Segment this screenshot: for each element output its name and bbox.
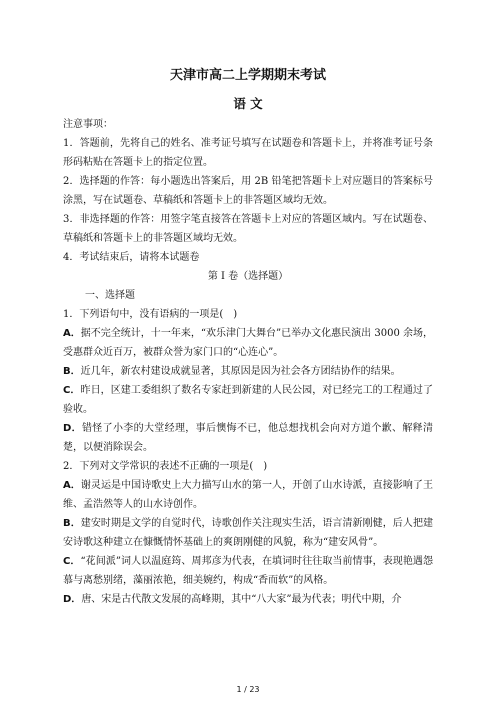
- volume-heading: 第 I 卷（选择题）: [207, 271, 289, 282]
- notice-heading: 注意事项：: [63, 119, 113, 130]
- document-body: [63, 115, 433, 609]
- option-text: 错怪了小李的大堂经理，事后懊悔不已，他总想找机会向对方道个歉、解释清楚，以便消除误会。: [63, 423, 433, 453]
- question-1-option-c: [63, 381, 433, 419]
- question-1-option-a: [63, 324, 433, 362]
- option-label: B．: [63, 518, 81, 529]
- option-text: “花间派”词人以温庭筠、周邦彦为代表，在填词时往往取当前情事，表现艳遇怨慕与离愁别绪，藻丽浓艳，细美婉约，构成“香而软”的风格。: [63, 556, 433, 586]
- option-text: 谢灵运是中国诗歌史上大力描写山水的第一人，开创了山水诗派，直接影响了王维、孟浩然等人的山水诗创作。: [63, 480, 433, 510]
- option-text: 近几年，新农村建设成就显著，其原因是因为社会各方团结协作的结果。: [80, 366, 401, 377]
- option-text: 建安时期是文学的自觉时代，诗歌创作关注现实生活，语言清新刚健，后人把建安诗歌这种建立在慷慨情怀基础上的爽朗刚健的风貌，称为“建安风骨”。: [63, 518, 434, 548]
- option-label: B．: [63, 366, 81, 377]
- option-text: 昨日，区建工委组织了数名专家赶到新建的人民公园，对已经完工的工程通过了验收。: [63, 385, 434, 415]
- option-label: A．: [63, 328, 81, 339]
- part-heading: 一、选择题: [85, 290, 135, 301]
- question-1-option-b: [63, 362, 433, 381]
- notice-item: 2．选择题的作答：每小题选出答案后，用 2B 铅笔把答题卡上对应题目的答案标号涂黑，写在试题卷、草稿纸和答题卡上的非答题区域均无效。: [63, 176, 433, 206]
- question-1-stem: 1．下列语句中，没有语病的一项是( ): [63, 309, 238, 320]
- notice-item: 4．考试结束后，请将本试题卷: [63, 252, 200, 263]
- page-number: 1 / 23: [236, 685, 260, 694]
- option-label: A．: [63, 480, 81, 491]
- option-label: D．: [63, 594, 82, 605]
- notice-item: 1．答题前，先将自己的姓名、准考证号填写在试题卷和答题卡上，并将准考证号条形码粘贴在答题卡上的指定位置。: [63, 138, 433, 168]
- option-label: D．: [63, 423, 82, 434]
- option-label: C．: [63, 385, 81, 396]
- question-2-option-b: [63, 514, 433, 552]
- subject-title: 语 文: [233, 96, 263, 111]
- option-text: 据不完全统计，十一年来，“欢乐津门大舞台”已举办文化惠民演出 3000 余场，受惠群众近百万，被群众誉为家门口的“心连心”。: [63, 328, 434, 358]
- option-text: 唐、宋是古代散文发展的高峰期，其中“八大家”最为代表；明代中期，介: [81, 594, 402, 605]
- question-1-option-d: [63, 419, 433, 457]
- notice-item: 3．非选择题的作答：用签字笔直接答在答题卡上对应的答题区域内。写在试题卷、草稿纸和答题卡上的非答题区域均无效。: [63, 214, 433, 244]
- question-2-option-c: [63, 552, 433, 590]
- question-2-stem: 2．下列对文学常识的表述不正确的一项是( ): [63, 461, 268, 472]
- option-label: C．: [63, 556, 81, 567]
- exam-title: 天津市高二上学期期末考试: [169, 68, 326, 83]
- question-2-option-a: [63, 476, 433, 514]
- question-2-option-d: [63, 590, 433, 609]
